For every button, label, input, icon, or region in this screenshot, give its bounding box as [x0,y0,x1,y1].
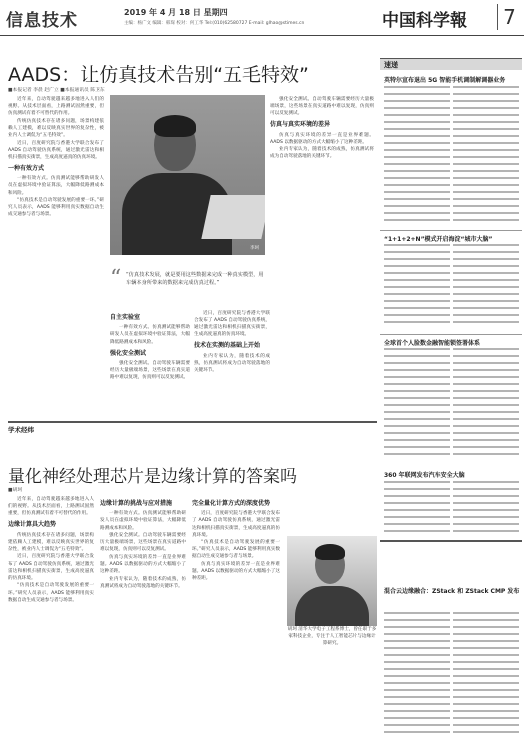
author-portrait [287,536,377,626]
photo-caption: 李珂 [250,246,259,251]
paragraph: 一种有效方式。仿真测试能够帮助研发人员在虚拟环境中验证算法，大幅降低路测成本和风险。 [8,176,104,196]
sidebar-item-title: 混合云边缘融合：ZStack 和 ZStack CMP 发布 [384,588,520,595]
paragraph: 一种有效方式。仿真测试能够帮助研发人员在虚拟环境中验证算法，大幅降低路测成本和风险。 [100,511,186,531]
paragraph: “仿真技术是自动驾驶发展的重要一环。”研究人员表示，AADS 能够利用真实数据自动生成交通参与者与场景。 [192,540,280,560]
subheading: 一种有效方式 [8,164,45,172]
sidebar-body-text [384,612,450,742]
sidebar-body-text [453,612,519,742]
subheading: 仿真与真实环境的差异 [270,121,331,129]
article-headline: AADS：让仿真技术告别“五毛特效” [8,64,309,86]
paragraph: 传统仿真技术存在诸多问题，场景构建依赖人工建模，难以反映真实世界的复杂性，被业内人士调侃为“五毛特效”。 [8,118,104,139]
paragraph: 近日，百度研究院与香港大学联合发布了 AADS 自动驾驶仿真系统，通过激光雷达和相机扫描真实街景，生成高度逼真的仿真环境。 [8,554,94,581]
issue-date: 2019 年 4 月 18 日 星期四 [124,8,228,17]
masthead [0,0,524,36]
subheading: 技术在实测的基础上开始 [194,342,261,350]
portrait-photo [110,95,265,255]
subheading: 自主实验室 [110,314,141,321]
sidebar-body-text [384,244,450,330]
sidebar-body-text [453,481,519,537]
section-label: 学术经纬 [8,426,34,434]
paragraph: “仿真技术是自动驾驶发展的重要一环。”研究人员表示，AADS 能够利用真实数据自动生成交通参与者与场景。 [8,198,104,218]
paragraph: 仿真与真实环境的差异一直是业界难题。AADS 以数据驱动的方式大幅缩小了这种差距。 [270,132,374,145]
article-byline: ■本报记者 李晨 赵广立 ■本报通讯员 陈卫东 [8,88,105,93]
sidebar-body-text [453,244,519,330]
sidebar-item-title: “1+1+2+N”模式开启海淀“城市大脑” [384,236,493,243]
photo-caption: 胡珂 清华大学电子工程系博士，曾任职于多家科技企业，专注于人工智能芯片与边缘计算研究。 [287,627,377,646]
paragraph: 强化安全测试。自动驾驶车辆需要经历大量极端场景，这些场景在真实道路中难以复现，仿真则可以反复测试。 [270,97,374,117]
newspaper-logo: 中国科学報 [382,11,467,31]
sidebar-header: 速递 [380,58,522,70]
paragraph: 近日，百度研究院与香港大学联合发布了 AADS 自动驾驶仿真系统，通过激光雷达和相机扫描真实街景，生成高度逼真的仿真环境。 [192,511,280,538]
article-column-1 [8,96,104,414]
quote-mark-icon: “ [110,266,122,291]
paragraph: 仿真与真实环境的差异一直是业界难题。AADS 以数据驱动的方式大幅缩小了这种差距。 [100,554,186,575]
sidebar-body-text [384,348,450,460]
paragraph: 业内专家认为，随着技术的成熟，仿真测试将成为自动驾驶落地的关键环节。 [100,576,186,589]
page-number: 7 [497,4,521,30]
subheading: 边缘计算具大趋势 [8,521,57,529]
paragraph: 业内专家认为，随着技术的成熟，仿真测试将成为自动驾驶落地的关键环节。 [270,147,374,160]
news-sidebar [380,58,522,536]
article-column-3 [110,310,190,416]
sidebar-body-text [453,86,519,226]
editor-credits: 主编：杨广文 编辑：韩琛 校对：何工华 Tel:(010)62580727 E-mail: glhao@stimes.cn [124,21,305,26]
article-column [192,496,280,744]
section-divider [380,540,522,542]
subheading: 完全量化计算方式的深度优势 [192,500,271,507]
pull-quote-text: “仿真技术发展，就是要用这些数据来完成一种真实模型，用车辆本身所带来的数据来完成仿真过程。” [126,272,264,286]
sidebar-body-text [384,481,450,537]
article-column [8,496,94,744]
paragraph: 近日，百度研究院与香港大学联合发布了 AADS 自动驾驶仿真系统，通过激光雷达和相机扫描真实街景，生成高度逼真的仿真环境。 [8,140,104,160]
section-tag: 信息技术 [6,11,78,31]
section-divider [8,421,377,423]
paragraph: 强化安全测试。自动驾驶车辆需要经历大量极端场景，这些场景在真实道路中难以复现，仿真则可以反复测试。 [110,360,190,381]
paragraph: 一种有效方式。仿真测试能够帮助研发人员在虚拟环境中验证算法，大幅降低路测成本和风险。 [110,325,190,345]
paragraph: 近日，百度研究院与香港大学联合发布了 AADS 自动驾驶仿真系统，通过激光雷达和相机扫描真实街景，生成高度逼真的仿真环境。 [194,311,270,338]
article-byline: ■胡珂 [8,488,23,493]
paragraph: 近年来，自动驾驶越来越多地进入人们的视野。从技术层面看，上路测试固然重要，但仿真测试有着不可替代的作用。 [8,497,94,517]
subheading: 强化安全测试 [110,349,147,357]
article-headline: 量化神经处理芯片是边缘计算的答案吗 [8,467,297,487]
article-column-4 [194,310,270,416]
paragraph: 业内专家认为，随着技术的成熟，仿真测试将成为自动驾驶落地的关键环节。 [194,353,270,373]
sidebar-body-text [384,86,450,226]
sidebar-item-title: 360 年联网发布汽车安全大脑 [384,472,465,479]
paragraph: 强化安全测试。自动驾驶车辆需要经历大量极端场景，这些场景在真实道路中难以复现，仿真则可以反复测试。 [100,533,186,553]
subheading: 边缘计算的挑战与应对措施 [100,500,173,507]
paragraph: 近年来，自动驾驶越来越多地进入人们的视野。从技术层面看，上路测试固然重要，但仿真测试有着不可替代的作用。 [8,97,104,117]
paragraph: 仿真与真实环境的差异一直是业界难题。AADS 以数据驱动的方式大幅缩小了这种差距。 [192,562,280,582]
sidebar-item-title: 英特尔宣布退出 5G 智能手机调制解调器业务 [384,77,506,84]
article-column [100,496,186,744]
pull-quote [110,266,268,304]
sidebar-item-title: 全球首个人脸数金融智能锁签署体系 [384,340,481,347]
paragraph: “仿真技术是自动驾驶发展的重要一环。”研究人员表示，AADS 能够利用真实数据自动生成交通参与者与场景。 [8,583,94,603]
sidebar-body-text [453,348,519,460]
paragraph: 传统仿真技术存在诸多问题，场景构建依赖人工建模，难以反映真实世界的复杂性，被业内人士调侃为“五毛特效”。 [8,532,94,552]
article-column-2 [270,96,374,414]
